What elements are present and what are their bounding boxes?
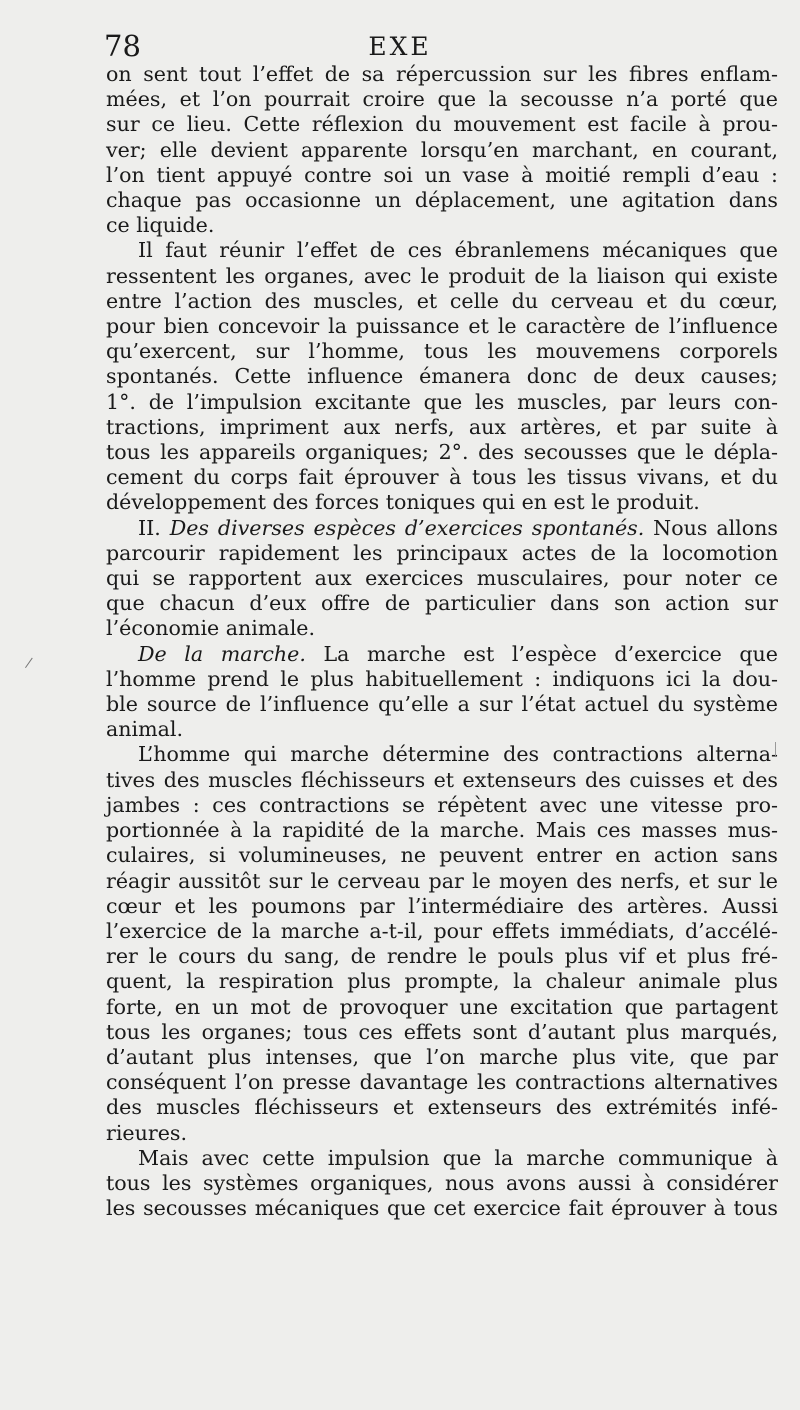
text-line: portionnée à la rapidité de la marche. Mais ces masses mus- (106, 818, 778, 843)
section-title: Des diverses espèces d’exercices spontanés. (169, 515, 645, 540)
paragraph (106, 238, 778, 515)
text-line: pour bien concevoir la puissance et le caractère de l’influence (106, 314, 778, 339)
text-line: conséquent l’on presse davantage les contractions alternatives (106, 1070, 778, 1095)
page-number: 78 (104, 29, 141, 63)
text-line: tous les appareils organiques; 2°. des secousses que le dépla- (106, 440, 778, 465)
text-line: jambes : ces contractions se répètent avec une vitesse pro- (106, 792, 778, 817)
text-line: rer le cours du sang, de rendre le pouls plus vif et plus fré- (106, 944, 778, 969)
text-line: l’on tient appuyé contre soi un vase à moitié rempli d’eau : (106, 162, 778, 187)
text-line: les secousses mécaniques que cet exercice fait éprouver à tous (106, 1196, 778, 1221)
text-line: chaque pas occasionne un déplacement, une agitation dans (106, 188, 778, 213)
text-line: l’exercice de la marche a-t-il, pour effets immédiats, d’accélé- (106, 918, 778, 943)
text-line: tous les systèmes organiques, nous avons aussi à considérer (106, 1170, 778, 1195)
paragraph (106, 62, 778, 238)
text-line: développement des forces toniques qui en est le produit. (106, 490, 700, 515)
ink-mark (25, 658, 36, 671)
text-line: tives des muscles fléchisseurs et extenseurs des cuisses et des (106, 767, 778, 792)
text-line: forte, en un mot de provoquer une excitation que partagent (106, 994, 778, 1019)
text-line: Mais avec cette impulsion que la marche communique à (138, 1145, 778, 1170)
running-head: EXE (368, 32, 432, 61)
text-line: 1°. de l’impulsion excitante que les muscles, par leurs con- (106, 389, 778, 414)
text-line: qui se rapportent aux exercices musculaires, pour noter ce (106, 566, 778, 591)
text-line: animal. (106, 717, 184, 742)
text-line: ble source de l’influence qu’elle a sur l’état actuel du système (106, 692, 778, 717)
paragraph (106, 516, 778, 642)
text-line: cœur et les poumons par l’intermédiaire des artères. Aussi (106, 893, 778, 918)
paragraph (106, 642, 778, 743)
text-line: mées, et l’on pourrait croire que la secousse n’a porté que (106, 87, 778, 112)
subsection-title: De la marche. (138, 641, 306, 666)
text-line (106, 642, 778, 667)
ink-mark (775, 742, 778, 756)
text-line: que chacun d’eux offre de particulier dans son action sur (106, 591, 778, 616)
text-line: parcourir rapidement les principaux actes de la locomotion (106, 540, 778, 565)
text-line: sur ce lieu. Cette réflexion du mouvement est facile à prou- (106, 112, 778, 137)
text-line: tractions, impriment aux nerfs, aux artères, et par suite à (106, 414, 778, 439)
text-line: réagir aussitôt sur le cerveau par le moyen des nerfs, et sur le (106, 868, 778, 893)
section-number: II. (138, 515, 161, 540)
text-line: entre l’action des muscles, et celle du cerveau et du cœur, (106, 288, 778, 313)
body-text (106, 62, 778, 1221)
text-line: tous les organes; tous ces effets sont d’autant plus marqués, (106, 1019, 778, 1044)
paragraph (106, 742, 778, 1145)
text-line: spontanés. Cette influence émanera donc de deux causes; (106, 364, 778, 389)
text-line: cement du corps fait éprouver à tous les tissus vivans, et du (106, 465, 778, 490)
paragraph (106, 1146, 778, 1222)
text-line: des muscles fléchisseurs et extenseurs des extrémités infé- (106, 1095, 778, 1120)
text-run: La marche est l’espèce d’exercice que (323, 641, 778, 666)
text-line: quent, la respiration plus prompte, la chaleur animale plus (106, 969, 778, 994)
text-line: l’homme prend le plus habituellement : indiquons ici la dou- (106, 666, 778, 691)
text-line (106, 516, 778, 541)
text-line: Il faut réunir l’effet de ces ébranlemens mécaniques que (138, 238, 778, 263)
text-line: rieures. (106, 1120, 188, 1145)
text-line: qu’exercent, sur l’homme, tous les mouvemens corporels (106, 339, 778, 364)
text-line: ver; elle devient apparente lorsqu’en marchant, en courant, (106, 137, 778, 162)
text-run: Nous allons (653, 515, 778, 540)
text-line: d’autant plus intenses, que l’on marche plus vite, que par (106, 1044, 778, 1069)
text-line: on sent tout l’effet de sa répercussion sur les fibres enflam- (106, 62, 778, 86)
text-line: ressentent les organes, avec le produit de la liaison qui existe (106, 263, 778, 288)
text-line: L’homme qui marche détermine des contractions alterna- (138, 742, 778, 767)
text-line: l’économie animale. (106, 616, 316, 641)
text-line: culaires, si volumineuses, ne peuvent entrer en action sans (106, 843, 778, 868)
text-line: ce liquide. (106, 213, 215, 238)
